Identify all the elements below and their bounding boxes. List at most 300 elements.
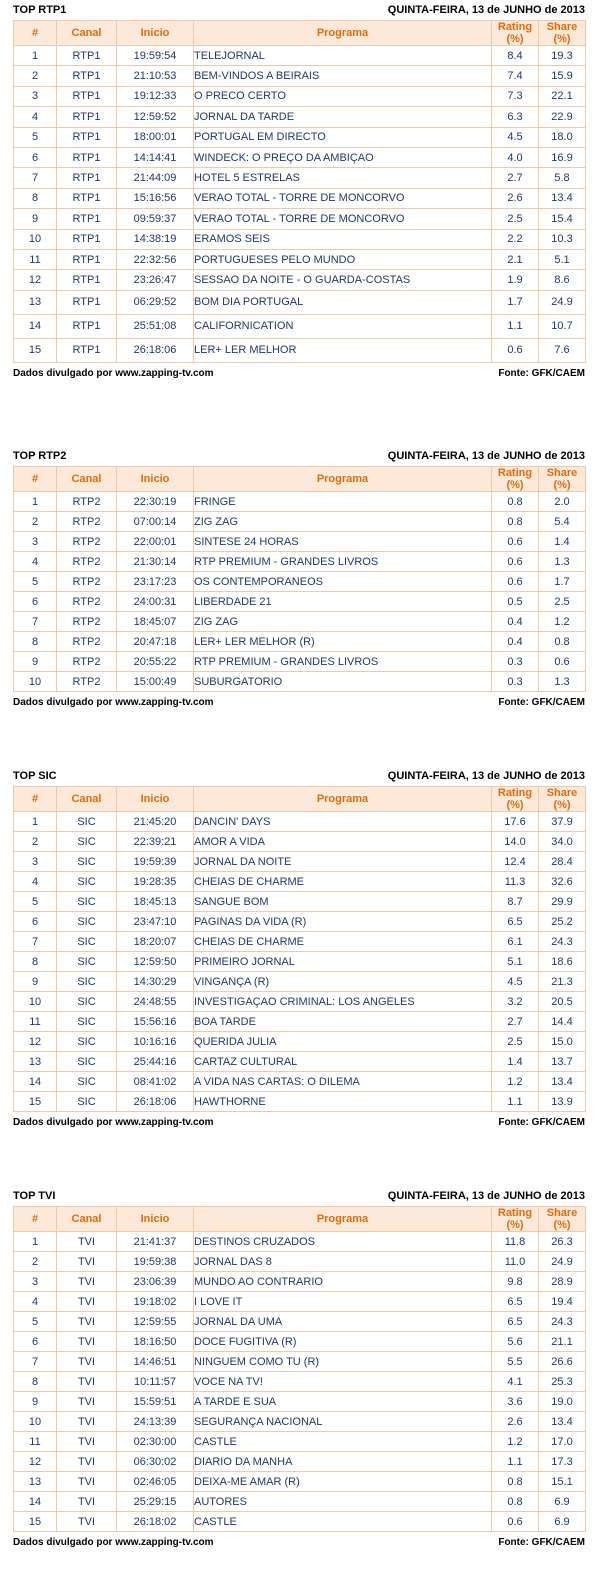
start-time-cell: 20:55:22 [117,652,194,672]
section-header [13,4,585,20]
rank-cell: 6 [14,147,57,167]
rating-cell: 1.9 [492,270,539,290]
program-cell: PRIMEIRO JORNAL [194,952,492,972]
table-row [14,1092,586,1112]
share-cell: 6.9 [539,1512,586,1532]
section-title: TOP RTP1 [13,4,67,16]
channel-cell: RTP1 [57,314,117,338]
program-cell: ZIG ZAG [194,612,492,632]
rating-cell: 4.0 [492,147,539,167]
table-row [14,612,586,632]
channel-cell: TVI [57,1472,117,1492]
table-row [14,932,586,952]
table-row [14,1292,586,1312]
start-header: Inicio [117,21,194,46]
start-time-cell: 15:00:49 [117,672,194,692]
start-time-cell: 21:45:20 [117,812,194,832]
rank-cell: 12 [14,1452,57,1472]
channel-cell: RTP2 [57,512,117,532]
rank-cell: 5 [14,572,57,592]
rating-cell: 0.8 [492,512,539,532]
rating-header: Rating (%) [492,467,539,492]
program-cell: JORNAL DAS 8 [194,1252,492,1272]
start-time-cell: 26:18:06 [117,1092,194,1112]
channel-cell: TVI [57,1372,117,1392]
share-header: Share (%) [539,1207,586,1232]
start-header: Inicio [117,1207,194,1232]
ratings-table [13,466,586,692]
rank-cell: 15 [14,1512,57,1532]
rating-cell: 5.6 [492,1332,539,1352]
table-row [14,852,586,872]
channel-cell: RTP1 [57,290,117,314]
channel-cell: RTP1 [57,249,117,269]
table-row [14,952,586,972]
rating-cell: 7.4 [492,66,539,86]
start-time-cell: 12:59:55 [117,1312,194,1332]
rank-cell: 12 [14,1032,57,1052]
section-date: QUINTA-FEIRA, 13 de JUNHO de 2013 [387,1190,585,1202]
start-time-cell: 09:59:37 [117,209,194,229]
channel-header: Canal [57,787,117,812]
table-row [14,492,586,512]
rank-header: # [14,467,57,492]
table-row [14,1432,586,1452]
rank-cell: 1 [14,1232,57,1252]
rank-cell: 6 [14,912,57,932]
start-time-cell: 21:30:14 [117,552,194,572]
program-cell: FRINGE [194,492,492,512]
table-row [14,812,586,832]
program-cell: VERAO TOTAL - TORRE DE MONCORVO [194,188,492,208]
channel-cell: SIC [57,892,117,912]
rating-cell: 1.4 [492,1052,539,1072]
program-cell: NINGUEM COMO TU (R) [194,1352,492,1372]
channel-cell: TVI [57,1272,117,1292]
start-time-cell: 19:59:39 [117,852,194,872]
share-cell: 13.4 [539,1072,586,1092]
rank-cell: 8 [14,632,57,652]
share-cell: 17.3 [539,1452,586,1472]
program-cell: CARTAZ CULTURAL [194,1052,492,1072]
program-cell: SUBURGATORIO [194,672,492,692]
table-row [14,1472,586,1492]
share-cell: 0.8 [539,632,586,652]
share-cell: 26.3 [539,1232,586,1252]
start-time-cell: 24:48:55 [117,992,194,1012]
table-header-row [14,21,586,46]
channel-cell: RTP1 [57,229,117,249]
program-cell: I LOVE IT [194,1292,492,1312]
fonte-note: Fonte: GFK/CAEM [498,697,585,708]
table-row [14,314,586,338]
program-cell: AMOR A VIDA [194,832,492,852]
channel-cell: TVI [57,1452,117,1472]
table-row [14,572,586,592]
rank-cell: 7 [14,168,57,188]
channel-cell: TVI [57,1512,117,1532]
table-row [14,270,586,290]
start-header: Inicio [117,467,194,492]
program-cell: SINTESE 24 HORAS [194,532,492,552]
program-cell: O PRECO CERTO [194,86,492,106]
program-cell: BEM-VINDOS A BEIRAIS [194,66,492,86]
table-header-row [14,1207,586,1232]
rank-cell: 12 [14,270,57,290]
table-row [14,1452,586,1472]
rating-cell: 0.3 [492,672,539,692]
rating-cell: 0.5 [492,592,539,612]
share-cell: 1.7 [539,572,586,592]
rank-cell: 13 [14,1472,57,1492]
program-cell: CHEIAS DE CHARME [194,872,492,892]
start-time-cell: 14:46:51 [117,1352,194,1372]
channel-cell: SIC [57,972,117,992]
table-row [14,1332,586,1352]
start-time-cell: 24:13:39 [117,1412,194,1432]
share-cell: 24.9 [539,1252,586,1272]
table-header-row [14,467,586,492]
share-cell: 8.6 [539,270,586,290]
share-cell: 10.7 [539,314,586,338]
share-cell: 24.9 [539,290,586,314]
rating-cell: 3.6 [492,1392,539,1412]
table-row [14,188,586,208]
rank-cell: 8 [14,1372,57,1392]
channel-cell: RTP2 [57,572,117,592]
ratings-table [13,1206,586,1532]
table-row [14,66,586,86]
section-footer [13,1117,585,1133]
start-time-cell: 25:51:08 [117,314,194,338]
rating-cell: 6.1 [492,932,539,952]
section-date: QUINTA-FEIRA, 13 de JUNHO de 2013 [387,770,585,782]
rank-cell: 4 [14,872,57,892]
rating-cell: 6.3 [492,107,539,127]
share-cell: 15.4 [539,209,586,229]
start-time-cell: 26:18:06 [117,338,194,362]
rank-cell: 2 [14,66,57,86]
table-row [14,1352,586,1372]
channel-cell: TVI [57,1252,117,1272]
rank-cell: 1 [14,812,57,832]
share-cell: 18.0 [539,127,586,147]
rank-cell: 11 [14,249,57,269]
channel-cell: SIC [57,872,117,892]
table-row [14,1492,586,1512]
channel-cell: TVI [57,1292,117,1312]
start-time-cell: 14:30:29 [117,972,194,992]
program-cell: HAWTHORNE [194,1092,492,1112]
rank-cell: 7 [14,1352,57,1372]
program-cell: DESTINOS CRUZADOS [194,1232,492,1252]
channel-cell: TVI [57,1392,117,1412]
table-row [14,1392,586,1412]
section-header [13,1190,585,1206]
share-cell: 19.3 [539,46,586,66]
program-cell: LER+ LER MELHOR [194,338,492,362]
program-cell: DANCIN' DAYS [194,812,492,832]
fonte-note: Fonte: GFK/CAEM [498,1537,585,1548]
share-cell: 18.6 [539,952,586,972]
start-time-cell: 18:16:50 [117,1332,194,1352]
channel-cell: TVI [57,1412,117,1432]
table-row [14,1232,586,1252]
table-row [14,972,586,992]
table-row [14,249,586,269]
table-row [14,1252,586,1272]
share-cell: 16.9 [539,147,586,167]
program-cell: DIARIO DA MANHA [194,1452,492,1472]
program-cell: PAGINAS DA VIDA (R) [194,912,492,932]
section-date: QUINTA-FEIRA, 13 de JUNHO de 2013 [387,450,585,462]
table-row [14,672,586,692]
share-cell: 2.5 [539,592,586,612]
channel-cell: TVI [57,1492,117,1512]
rating-cell: 2.7 [492,1012,539,1032]
rank-cell: 1 [14,46,57,66]
start-time-cell: 12:59:50 [117,952,194,972]
fonte-note: Fonte: GFK/CAEM [498,1117,585,1128]
start-time-cell: 22:00:01 [117,532,194,552]
rating-cell: 2.7 [492,168,539,188]
channel-cell: RTP1 [57,86,117,106]
share-cell: 17.0 [539,1432,586,1452]
share-cell: 13.4 [539,188,586,208]
program-cell: TELEJORNAL [194,46,492,66]
share-cell: 1.2 [539,612,586,632]
program-cell: PORTUGUESES PELO MUNDO [194,249,492,269]
rating-cell: 2.5 [492,1032,539,1052]
rating-cell: 8.4 [492,46,539,66]
share-cell: 28.4 [539,852,586,872]
program-cell: PORTUGAL EM DIRECTO [194,127,492,147]
table-row [14,127,586,147]
table-row [14,532,586,552]
share-cell: 13.9 [539,1092,586,1112]
share-header: Share (%) [539,467,586,492]
share-cell: 28.9 [539,1272,586,1292]
table-row [14,107,586,127]
rating-cell: 0.6 [492,532,539,552]
share-cell: 0.6 [539,652,586,672]
rank-cell: 14 [14,314,57,338]
channel-cell: SIC [57,992,117,1012]
channel-cell: RTP1 [57,188,117,208]
channel-cell: TVI [57,1352,117,1372]
rank-cell: 4 [14,1292,57,1312]
rank-cell: 13 [14,290,57,314]
program-cell: BOM DIA PORTUGAL [194,290,492,314]
program-cell: VOCE NA TV! [194,1372,492,1392]
program-cell: OS CONTEMPORANEOS [194,572,492,592]
rank-cell: 10 [14,672,57,692]
rank-cell: 3 [14,86,57,106]
start-time-cell: 23:47:10 [117,912,194,932]
data-source-note: Dados divulgado por www.zapping-tv.com [13,1537,214,1548]
program-cell: A VIDA NAS CARTAS: O DILEMA [194,1072,492,1092]
start-time-cell: 10:11:57 [117,1372,194,1392]
start-time-cell: 21:44:09 [117,168,194,188]
share-cell: 15.9 [539,66,586,86]
rating-cell: 0.6 [492,338,539,362]
rating-cell: 12.4 [492,852,539,872]
fonte-note: Fonte: GFK/CAEM [498,367,585,379]
channel-cell: SIC [57,852,117,872]
rating-cell: 17.6 [492,812,539,832]
rating-cell: 0.4 [492,612,539,632]
table-row [14,1312,586,1332]
table-row [14,1372,586,1392]
rating-cell: 1.1 [492,1092,539,1112]
start-time-cell: 23:26:47 [117,270,194,290]
channel-cell: RTP1 [57,168,117,188]
program-cell: JORNAL DA TARDE [194,107,492,127]
rank-header: # [14,21,57,46]
table-row [14,46,586,66]
rating-cell: 0.8 [492,492,539,512]
table-row [14,168,586,188]
rating-cell: 14.0 [492,832,539,852]
rank-cell: 6 [14,592,57,612]
table-row [14,832,586,852]
section-header [13,770,585,786]
program-cell: JORNAL DA UMA [194,1312,492,1332]
rank-cell: 9 [14,652,57,672]
rank-cell: 7 [14,932,57,952]
share-cell: 34.0 [539,832,586,852]
program-cell: AUTORES [194,1492,492,1512]
table-row [14,992,586,1012]
channel-cell: SIC [57,1092,117,1112]
channel-cell: RTP1 [57,209,117,229]
share-cell: 25.2 [539,912,586,932]
start-time-cell: 25:29:15 [117,1492,194,1512]
rating-cell: 1.2 [492,1432,539,1452]
start-time-cell: 07:00:14 [117,512,194,532]
table-row [14,1272,586,1292]
start-time-cell: 06:30:02 [117,1452,194,1472]
table-row [14,512,586,532]
section-footer [13,697,585,713]
start-time-cell: 10:16:16 [117,1032,194,1052]
channel-cell: RTP1 [57,338,117,362]
rank-header: # [14,787,57,812]
rank-cell: 5 [14,892,57,912]
share-cell: 20.5 [539,992,586,1012]
rank-cell: 2 [14,1252,57,1272]
table-row [14,209,586,229]
start-time-cell: 19:12:33 [117,86,194,106]
share-cell: 32.6 [539,872,586,892]
start-time-cell: 21:41:37 [117,1232,194,1252]
channel-cell: RTP2 [57,552,117,572]
table-row [14,229,586,249]
rank-cell: 10 [14,992,57,1012]
channel-cell: RTP2 [57,532,117,552]
rank-cell: 14 [14,1492,57,1512]
channel-cell: SIC [57,1072,117,1092]
rank-cell: 5 [14,1312,57,1332]
start-time-cell: 14:14:41 [117,147,194,167]
start-time-cell: 18:45:07 [117,612,194,632]
share-cell: 5.1 [539,249,586,269]
rating-cell: 1.2 [492,1072,539,1092]
data-source-note: Dados divulgado por www.zapping-tv.com [13,697,214,708]
share-cell: 19.0 [539,1392,586,1412]
channel-cell: RTP2 [57,492,117,512]
share-cell: 5.4 [539,512,586,532]
table-row [14,652,586,672]
rating-header: Rating (%) [492,787,539,812]
program-cell: QUERIDA JULIA [194,1032,492,1052]
share-cell: 5.8 [539,168,586,188]
ratings-section-top-rtp2 [13,450,585,713]
rank-cell: 9 [14,972,57,992]
rating-cell: 11.0 [492,1252,539,1272]
rank-cell: 15 [14,338,57,362]
start-time-cell: 21:10:53 [117,66,194,86]
channel-cell: RTP2 [57,672,117,692]
rank-cell: 6 [14,1332,57,1352]
channel-cell: RTP2 [57,632,117,652]
rating-cell: 11.8 [492,1232,539,1252]
channel-cell: RTP2 [57,652,117,672]
program-cell: CHEIAS DE CHARME [194,932,492,952]
share-cell: 24.3 [539,932,586,952]
rank-cell: 3 [14,1272,57,1292]
channel-cell: SIC [57,932,117,952]
rating-cell: 5.1 [492,952,539,972]
share-header: Share (%) [539,787,586,812]
channel-cell: RTP1 [57,66,117,86]
share-cell: 7.6 [539,338,586,362]
start-time-cell: 15:16:56 [117,188,194,208]
share-cell: 24.3 [539,1312,586,1332]
share-cell: 15.1 [539,1472,586,1492]
rating-cell: 0.4 [492,632,539,652]
share-cell: 15.0 [539,1032,586,1052]
rating-cell: 5.5 [492,1352,539,1372]
rating-cell: 4.5 [492,972,539,992]
channel-cell: TVI [57,1332,117,1352]
share-cell: 22.1 [539,86,586,106]
rank-cell: 4 [14,552,57,572]
section-title: TOP SIC [13,770,57,782]
share-cell: 21.3 [539,972,586,992]
table-header-row [14,787,586,812]
table-row [14,552,586,572]
table-row [14,1512,586,1532]
share-cell: 25.3 [539,1372,586,1392]
program-cell: WINDECK: O PREÇO DA AMBIÇAO [194,147,492,167]
program-cell: INVESTIGAÇAO CRIMINAL: LOS ANGELES [194,992,492,1012]
channel-cell: SIC [57,912,117,932]
channel-cell: SIC [57,812,117,832]
channel-cell: RTP2 [57,612,117,632]
start-time-cell: 02:30:00 [117,1432,194,1452]
rank-cell: 8 [14,188,57,208]
channel-cell: TVI [57,1312,117,1332]
channel-cell: SIC [57,832,117,852]
share-header: Share (%) [539,21,586,46]
channel-cell: SIC [57,952,117,972]
start-time-cell: 15:59:51 [117,1392,194,1412]
start-time-cell: 23:06:39 [117,1272,194,1292]
rating-cell: 8.7 [492,892,539,912]
program-cell: SEGURANÇA NACIONAL [194,1412,492,1432]
section-title: TOP TVI [13,1190,56,1202]
